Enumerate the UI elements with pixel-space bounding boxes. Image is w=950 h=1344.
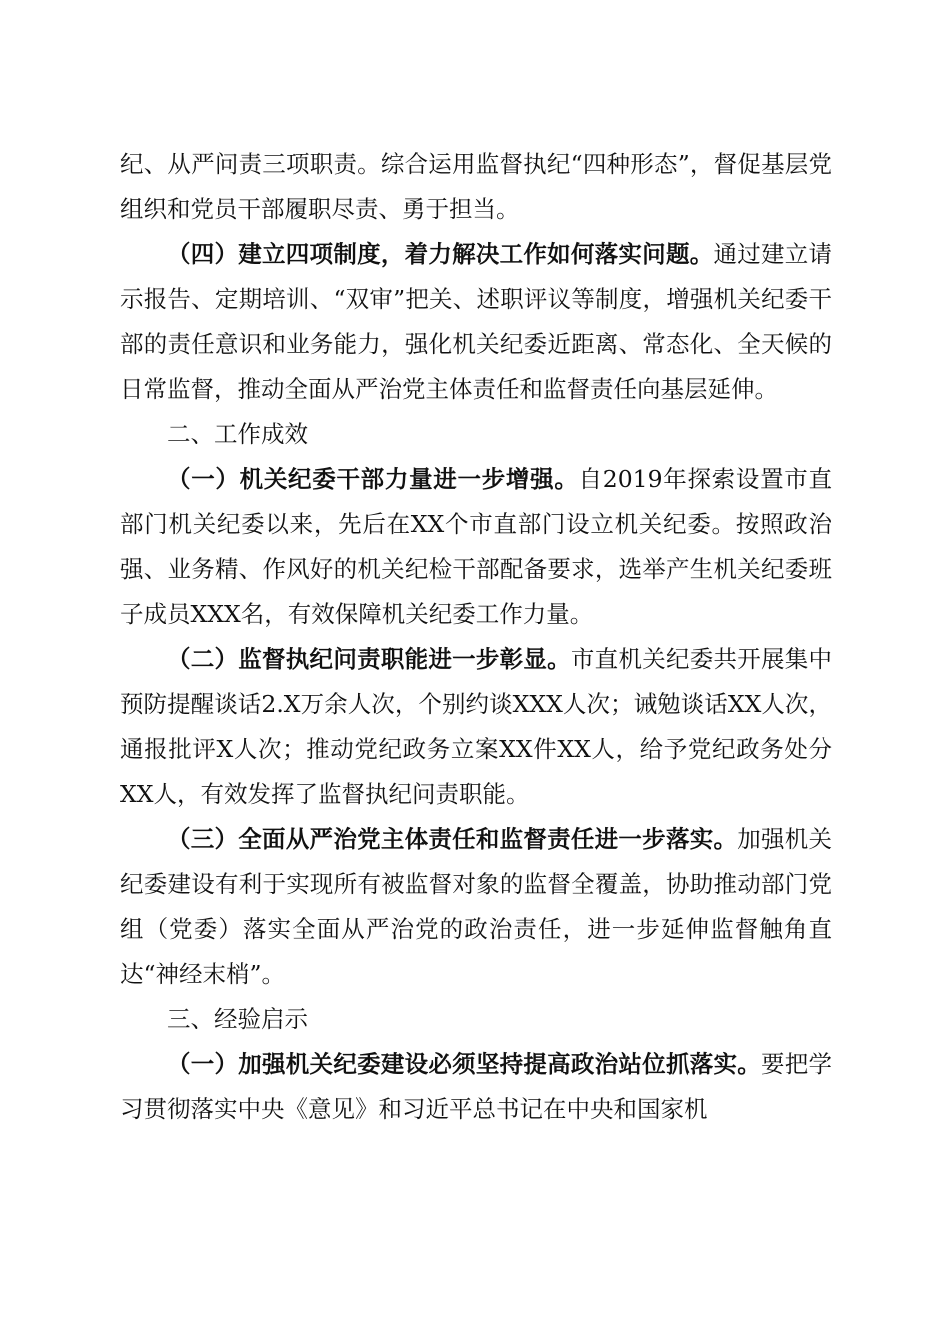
paragraph-body: 自2019年探索设置市直部门机关纪委以来，先后在XX个市直部门设立机关纪委。按照政治强、业务精、作风好的机关纪检干部配备要求，选举产生机关纪委班子成员XXX名，有效保障机关纪委工作力量。 [120,465,832,628]
paragraph-four-systems [120,232,832,412]
paragraph-body: 要把学习贯彻落实中央《意见》和习近平总书记在中央和国家机 [120,1050,833,1123]
paragraph-body: 通过建立请示报告、定期培训、“双审”把关、述职评议等制度，增强机关纪委干部的责任意识和业务能力，强化机关纪委近距离、常态化、全天候的日常监督，推动全面从严治党主体责任和监督责任向基层延伸。 [120,240,833,403]
paragraph-continued: 纪、从严问责三项职责。综合运用监督执纪“四种形态”，督促基层党组织和党员干部履职尽责、勇于担当。 [120,150,832,223]
paragraph-lead: （三）全面从严治党主体责任和监督责任进一步落实。 [167,825,738,853]
section-heading-lessons: 三、经验启示 [167,1005,308,1033]
document-page [120,142,832,1132]
paragraph-lead: （一）机关纪委干部力量进一步增强。 [167,465,579,493]
section-heading-results: 二、工作成效 [167,420,308,448]
paragraph-results-one [120,457,832,637]
paragraph-body: 市直机关纪委共开展集中预防提醒谈话2.X万余人次，个别约谈XXX人次；诫勉谈话XX人次，通报批评X人次；推动党纪政务立案XX件XX人，给予党纪政务处分XX人，有效发挥了监督执纪问责职能。 [120,645,833,808]
paragraph-body: 加强机关纪委建设有利于实现所有被监督对象的监督全覆盖，协助推动部门党组（党委）落实全面从严治党的政治责任，进一步延伸监督触角直达“神经末梢”。 [120,825,833,988]
paragraph-results-three [120,817,832,997]
paragraph-lead: （二）监督执纪问责职能进一步彰显。 [167,645,571,673]
paragraph-lessons-one [120,1042,832,1132]
paragraph-lead: （四）建立四项制度，着力解决工作如何落实问题。 [167,240,714,268]
paragraph-results-two [120,637,832,817]
paragraph-lead: （一）加强机关纪委建设必须坚持提高政治站位抓落实。 [167,1050,761,1078]
